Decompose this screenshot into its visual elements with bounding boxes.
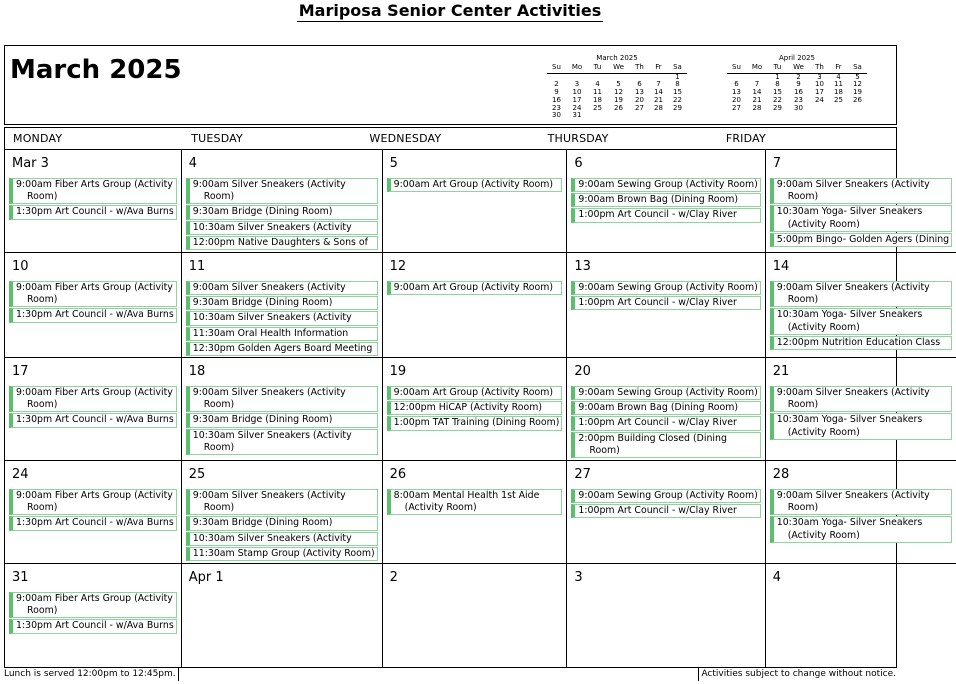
event-text: 10:30am Yoga- Silver Sneakers xyxy=(776,206,923,218)
mini-calendar-march xyxy=(547,55,687,120)
event-text-continued: Room) xyxy=(203,399,235,411)
event-entry[interactable] xyxy=(770,386,952,412)
event-entry[interactable] xyxy=(770,233,952,247)
event-entry[interactable] xyxy=(571,386,760,400)
event-entry[interactable] xyxy=(571,178,760,192)
day-cell xyxy=(567,150,765,253)
event-entry[interactable] xyxy=(571,296,760,310)
event-entry[interactable] xyxy=(9,178,177,204)
event-text: 1:30pm Art Council - w/Ava Burns xyxy=(16,414,174,426)
event-entry[interactable] xyxy=(770,178,952,204)
event-entry[interactable] xyxy=(387,489,563,515)
event-text: 9:00am Silver Sneakers (Activity xyxy=(776,490,930,501)
mini-calendar-date xyxy=(810,105,829,113)
mini-calendar-date: 16 xyxy=(794,88,803,97)
mini-calendar-day-name: Su xyxy=(727,64,746,73)
event-entry[interactable] xyxy=(770,308,952,334)
event-text: 9:00am Silver Sneakers (Activity xyxy=(776,281,930,293)
event-text: 9:00am Art Group (Activity Room) xyxy=(393,179,554,190)
event-text: 9:00am Art Group (Activity Room) xyxy=(393,387,554,398)
event-text: 9:00am Silver Sneakers (Activity xyxy=(776,179,930,190)
event-entry[interactable] xyxy=(186,547,378,561)
mini-calendar-date: 26 xyxy=(614,103,623,112)
day-cell xyxy=(182,150,383,253)
lunch-note: Lunch is served 12:00pm to 12:45pm. xyxy=(4,668,179,681)
day-cell xyxy=(5,253,182,358)
day-number: 3 xyxy=(574,570,583,585)
event-entry[interactable] xyxy=(571,416,760,430)
day-cell xyxy=(182,564,383,667)
event-text-continued: Room) xyxy=(203,441,235,453)
event-entry[interactable] xyxy=(186,205,378,219)
mini-calendar-date: 1 xyxy=(775,72,780,81)
event-text-continued: Room) xyxy=(787,502,819,514)
mini-calendar-date: 31 xyxy=(572,111,582,120)
day-cell xyxy=(5,358,182,461)
weekday-header-tuesday: TUESDAY xyxy=(191,132,243,145)
event-text: 1:30pm Art Council - w/Ava Burns xyxy=(16,517,174,529)
mini-calendar-date: 21 xyxy=(654,95,663,104)
event-text-continued: (Activity Room) xyxy=(787,218,860,230)
mini-calendar-table xyxy=(727,64,867,112)
mini-calendar-date xyxy=(588,112,607,120)
mini-calendar-date: 22 xyxy=(773,95,782,104)
day-cell xyxy=(766,150,956,253)
day-cell xyxy=(383,564,568,667)
event-entry[interactable] xyxy=(186,221,378,235)
day-cell xyxy=(766,253,956,358)
event-text-continued: Room) xyxy=(787,399,819,411)
event-entry[interactable] xyxy=(9,386,177,412)
day-number: Mar 3 xyxy=(12,156,49,171)
mini-calendar-date: 17 xyxy=(815,88,824,97)
event-text: 12:00pm Native Daughters & Sons of xyxy=(192,236,368,248)
mini-calendar-date: 1 xyxy=(675,72,680,81)
event-text-continued: (Activity Room) xyxy=(787,426,860,438)
mini-calendar-date: 3 xyxy=(574,80,580,89)
mini-calendar-day-name: Fr xyxy=(829,64,848,73)
mini-calendar-title: April 2025 xyxy=(778,54,816,62)
mini-calendar-date: 10 xyxy=(815,80,824,89)
mini-calendar-date: 7 xyxy=(656,80,661,89)
event-text: 1:00pm Art Council - w/Clay River xyxy=(578,297,737,309)
event-text: 9:00am Sewing Group (Activity Room) xyxy=(578,179,758,190)
day-cell xyxy=(383,461,568,564)
mini-calendar-date: 11 xyxy=(834,80,843,89)
event-entry[interactable] xyxy=(186,413,378,427)
event-text-continued: (Activity Room) xyxy=(787,529,860,541)
event-text: 9:00am Fiber Arts Group (Activity xyxy=(16,281,173,293)
mini-calendar-table xyxy=(547,64,687,120)
day-number: 26 xyxy=(389,467,407,482)
day-cell xyxy=(182,461,383,564)
day-number: 21 xyxy=(772,364,790,379)
mini-calendar-date: 30 xyxy=(794,103,803,112)
event-entry[interactable] xyxy=(9,592,177,618)
event-text: 9:00am Art Group (Activity Room) xyxy=(393,281,554,293)
event-entry[interactable] xyxy=(571,504,760,518)
weekday-header-friday: FRIDAY xyxy=(725,132,766,145)
mini-calendar-date: 6 xyxy=(637,80,642,89)
event-text: 9:00am Fiber Arts Group (Activity xyxy=(16,179,173,190)
day-number: 5 xyxy=(389,156,398,171)
event-text-continued: Room) xyxy=(27,191,58,203)
event-entry[interactable] xyxy=(387,401,563,415)
mini-calendar-date: 27 xyxy=(732,103,741,112)
event-text: 2:00pm Building Closed (Dining xyxy=(578,432,727,444)
event-text-continued: Room) xyxy=(787,191,819,203)
event-text: 9:00am Fiber Arts Group (Activity xyxy=(16,387,173,398)
event-text: 9:00am Fiber Arts Group (Activity xyxy=(16,593,173,604)
mini-calendar-date: 14 xyxy=(654,88,663,97)
event-entry[interactable] xyxy=(571,432,760,458)
event-entry[interactable] xyxy=(387,178,563,192)
event-text: 9:00am Brown Bag (Dining Room) xyxy=(578,194,739,206)
month-title: March 2025 xyxy=(10,55,182,85)
event-entry[interactable] xyxy=(9,489,177,515)
mini-calendar-date: 6 xyxy=(734,80,739,89)
event-text: 9:00am Sewing Group (Activity Room) xyxy=(578,490,758,501)
event-text: 12:00pm Nutrition Education Class xyxy=(776,336,941,348)
event-entry[interactable] xyxy=(9,413,177,427)
event-entry[interactable] xyxy=(186,311,378,325)
event-text: 9:00am Silver Sneakers (Activity xyxy=(192,387,346,398)
event-text-continued: Room) xyxy=(27,502,58,514)
mini-calendar-date: 26 xyxy=(853,95,862,104)
mini-calendar-title: March 2025 xyxy=(596,54,638,62)
event-text: 9:00am Silver Sneakers (Activity xyxy=(776,387,930,398)
mini-calendar-date: 2 xyxy=(554,80,559,89)
event-entry[interactable] xyxy=(770,205,952,231)
event-entry[interactable] xyxy=(571,208,760,222)
day-number: 27 xyxy=(574,467,591,482)
mini-calendar-date xyxy=(848,105,867,113)
mini-calendar-date: 12 xyxy=(853,80,862,89)
day-cell xyxy=(5,461,182,564)
mini-calendar-date: 12 xyxy=(614,88,623,97)
mini-calendar-day-name: Tu xyxy=(588,64,607,73)
mini-calendar-date: 8 xyxy=(775,80,780,89)
event-text: 9:00am Sewing Group (Activity Room) xyxy=(578,387,758,398)
day-number: 20 xyxy=(574,364,591,379)
mini-calendar-date: 25 xyxy=(834,95,843,104)
mini-calendar-day-name: We xyxy=(787,64,810,73)
mini-calendar-date: 20 xyxy=(635,95,644,104)
mini-calendar-date: 24 xyxy=(572,103,582,112)
change-notice: Activities subject to change without notice. xyxy=(698,668,896,681)
event-text-continued: Room) xyxy=(203,191,235,203)
event-entry[interactable] xyxy=(186,178,378,204)
event-text: 9:00am Silver Sneakers (Activity xyxy=(192,281,346,293)
event-text: 9:30am Bridge (Dining Room) xyxy=(192,206,333,218)
event-entry[interactable] xyxy=(770,336,952,350)
mini-calendar-date: 29 xyxy=(773,103,782,112)
event-entry[interactable] xyxy=(387,386,563,400)
weekday-header-monday: MONDAY xyxy=(13,132,63,145)
mini-calendar-date: 29 xyxy=(673,103,682,112)
event-entry[interactable] xyxy=(770,489,952,515)
mini-calendar-date: 18 xyxy=(593,95,602,104)
mini-calendar-date: 5 xyxy=(855,72,860,81)
day-cell xyxy=(5,564,182,667)
mini-calendar-date: 4 xyxy=(595,80,600,89)
day-number: 6 xyxy=(574,156,583,171)
event-entry[interactable] xyxy=(571,281,760,295)
mini-calendar-date: 17 xyxy=(572,95,582,104)
day-cell xyxy=(5,150,182,253)
event-text-continued: Room) xyxy=(27,605,58,617)
day-number: 10 xyxy=(12,258,29,274)
mini-calendar-date xyxy=(649,112,668,120)
event-text: 10:30am Yoga- Silver Sneakers xyxy=(776,517,923,529)
mini-calendar-day-name: Sa xyxy=(848,64,867,73)
day-number: Apr 1 xyxy=(188,570,224,585)
mini-calendar-date: 16 xyxy=(552,95,561,104)
mini-calendar-date: 18 xyxy=(834,88,843,97)
mini-calendar-day-name: We xyxy=(607,64,630,73)
mini-calendar-date: 19 xyxy=(614,95,623,104)
event-text: 1:00pm Art Council - w/Clay River xyxy=(578,209,737,221)
day-number: 7 xyxy=(772,156,782,171)
event-entry[interactable] xyxy=(387,281,563,295)
event-entry[interactable] xyxy=(571,489,760,503)
mini-calendar-date: 13 xyxy=(635,88,644,97)
event-text: 1:00pm Art Council - w/Clay River xyxy=(578,417,737,429)
event-text: 1:30pm Art Council - w/Ava Burns xyxy=(16,309,174,321)
weekday-header-thursday: THURSDAY xyxy=(547,132,609,145)
day-cell xyxy=(182,358,383,461)
mini-calendar-date: 19 xyxy=(853,88,862,97)
event-text-continued: (Activity Room) xyxy=(404,502,477,514)
mini-calendar-date: 5 xyxy=(616,80,621,89)
event-text: 9:00am Silver Sneakers (Activity xyxy=(192,490,346,501)
event-entry[interactable] xyxy=(186,281,378,295)
day-number: 4 xyxy=(188,156,198,171)
event-text: 10:30am Yoga- Silver Sneakers xyxy=(776,309,923,321)
event-entry[interactable] xyxy=(571,401,760,415)
event-text: 10:30am Silver Sneakers (Activity xyxy=(192,312,352,324)
event-entry[interactable] xyxy=(770,413,952,439)
mini-calendar-date: 24 xyxy=(815,95,824,104)
day-number: 24 xyxy=(12,467,29,482)
event-entry[interactable] xyxy=(186,386,378,412)
mini-calendar-date: 15 xyxy=(673,88,682,97)
mini-calendar-day-name: Mo xyxy=(746,64,768,73)
event-entry[interactable] xyxy=(9,281,177,307)
weekday-header-row xyxy=(4,127,897,150)
event-text: 1:30pm Art Council - w/Ava Burns xyxy=(16,620,174,632)
mini-calendar-date: 28 xyxy=(752,103,762,112)
page-title xyxy=(0,1,900,22)
event-text-continued: Room) xyxy=(589,444,620,456)
day-number: 28 xyxy=(772,467,790,482)
event-entry[interactable] xyxy=(186,342,378,356)
event-entry[interactable] xyxy=(186,327,378,341)
mini-calendar-date: 4 xyxy=(836,72,841,81)
mini-calendar-april xyxy=(727,55,867,112)
mini-calendar-date xyxy=(630,112,649,120)
event-entry[interactable] xyxy=(186,489,378,515)
event-text: 9:30am Bridge (Dining Room) xyxy=(192,414,333,426)
event-text: 1:00pm Art Council - w/Clay River xyxy=(578,505,737,517)
mini-calendar-date: 11 xyxy=(593,88,602,97)
event-text: 9:00am Fiber Arts Group (Activity xyxy=(16,490,173,501)
mini-calendar-day-name: Tu xyxy=(768,64,787,73)
day-number: 2 xyxy=(389,570,398,585)
mini-calendar-date: 2 xyxy=(796,72,801,81)
event-entry[interactable] xyxy=(770,516,952,542)
day-number: 14 xyxy=(772,258,790,274)
mini-calendar-day-name: Sa xyxy=(668,64,687,73)
mini-calendar-date: 23 xyxy=(552,103,561,112)
event-text: 1:00pm TAT Training (Dining Room) xyxy=(393,417,560,429)
day-cell xyxy=(766,358,956,461)
mini-calendar-date: 28 xyxy=(654,103,663,112)
event-text: 9:00am Sewing Group (Activity Room) xyxy=(578,281,758,293)
mini-calendar-date: 25 xyxy=(593,103,602,112)
calendar-header xyxy=(4,45,897,125)
mini-calendar-date xyxy=(607,112,630,120)
mini-calendar-date: 20 xyxy=(732,95,741,104)
day-number: 12 xyxy=(389,258,407,274)
event-text: 8:00am Mental Health 1st Aide xyxy=(393,490,540,501)
event-text-continued: (Activity Room) xyxy=(787,321,860,333)
event-entry[interactable] xyxy=(770,281,952,307)
event-text: 9:30am Bridge (Dining Room) xyxy=(192,297,333,309)
event-text: 11:30am Stamp Group (Activity Room) xyxy=(192,547,375,559)
mini-calendar-day-name: Fr xyxy=(649,64,668,73)
event-entry[interactable] xyxy=(186,236,378,250)
mini-calendar-day-name: Su xyxy=(547,64,566,73)
event-text: 12:30pm Golden Agers Board Meeting xyxy=(192,342,373,354)
mini-calendar-date: 9 xyxy=(796,80,801,89)
day-number: 13 xyxy=(574,258,591,274)
event-text: 9:00am Silver Sneakers (Activity xyxy=(192,179,346,190)
event-text: 1:30pm Art Council - w/Ava Burns xyxy=(16,206,174,218)
mini-calendar-day-name: Mo xyxy=(566,64,588,73)
day-number: 17 xyxy=(12,364,29,379)
day-cell xyxy=(383,253,568,358)
day-cell xyxy=(766,564,956,667)
event-text-continued: Room) xyxy=(203,502,235,514)
event-text: 10:30am Silver Sneakers (Activity xyxy=(192,429,352,441)
event-text-continued: Room) xyxy=(787,294,819,306)
mini-calendar-date: 10 xyxy=(572,88,582,97)
page-title-text: Mariposa Senior Center Activities xyxy=(298,1,602,20)
event-entry[interactable] xyxy=(9,205,177,219)
event-entry[interactable] xyxy=(186,532,378,546)
event-text: 11:30am Oral Health Information xyxy=(192,327,349,339)
day-number: 11 xyxy=(188,258,206,274)
event-text: 9:30am Bridge (Dining Room) xyxy=(192,517,333,529)
mini-calendar-date: 8 xyxy=(675,80,680,89)
mini-calendar-day-name: Th xyxy=(810,64,829,73)
event-text-continued: Room) xyxy=(27,294,58,306)
event-text: 12:00pm HiCAP (Activity Room) xyxy=(393,402,543,414)
mini-calendar-date: 27 xyxy=(635,103,644,112)
mini-calendar-day-name: Th xyxy=(630,64,649,73)
mini-calendar-date: 13 xyxy=(732,88,741,97)
mini-calendar-date: 22 xyxy=(673,95,682,104)
event-entry[interactable] xyxy=(9,516,177,530)
day-number: 19 xyxy=(389,364,407,379)
mini-calendar-date: 14 xyxy=(752,88,762,97)
event-text: 10:30am Silver Sneakers (Activity xyxy=(192,532,352,544)
event-text: 9:00am Brown Bag (Dining Room) xyxy=(578,402,739,414)
mini-calendar-date: 7 xyxy=(754,80,760,89)
event-entry[interactable] xyxy=(9,308,177,322)
mini-calendar-date: 21 xyxy=(752,95,762,104)
event-entry[interactable] xyxy=(186,296,378,310)
event-entry[interactable] xyxy=(571,193,760,207)
calendar-grid xyxy=(4,149,950,668)
day-cell xyxy=(383,358,568,461)
event-entry[interactable] xyxy=(186,516,378,530)
event-text: 10:30am Yoga- Silver Sneakers xyxy=(776,414,923,426)
event-entry[interactable] xyxy=(186,429,378,455)
mini-calendar-date: 15 xyxy=(773,88,782,97)
day-cell xyxy=(567,253,765,358)
mini-calendar-date: 30 xyxy=(552,111,561,120)
event-entry[interactable] xyxy=(387,416,563,430)
day-cell xyxy=(567,461,765,564)
day-number: 25 xyxy=(188,467,206,482)
mini-calendar-date: 9 xyxy=(554,88,559,97)
event-entry[interactable] xyxy=(9,619,177,633)
day-number: 18 xyxy=(188,364,206,379)
mini-calendar-date xyxy=(829,105,848,113)
event-text: 5:00pm Bingo- Golden Agers (Dining xyxy=(776,233,950,245)
event-text: 10:30am Silver Sneakers (Activity xyxy=(192,221,352,233)
day-cell xyxy=(182,253,383,358)
day-cell xyxy=(567,564,765,667)
day-cell xyxy=(567,358,765,461)
day-number: 4 xyxy=(772,570,782,585)
event-text-continued: Room) xyxy=(27,399,58,411)
mini-calendar-date: 23 xyxy=(794,95,803,104)
weekday-header-wednesday: WEDNESDAY xyxy=(369,132,442,145)
day-cell xyxy=(383,150,568,253)
day-number: 31 xyxy=(12,570,29,585)
mini-calendar-date xyxy=(668,112,687,120)
mini-calendar-date: 3 xyxy=(817,72,822,81)
day-cell xyxy=(766,461,956,564)
